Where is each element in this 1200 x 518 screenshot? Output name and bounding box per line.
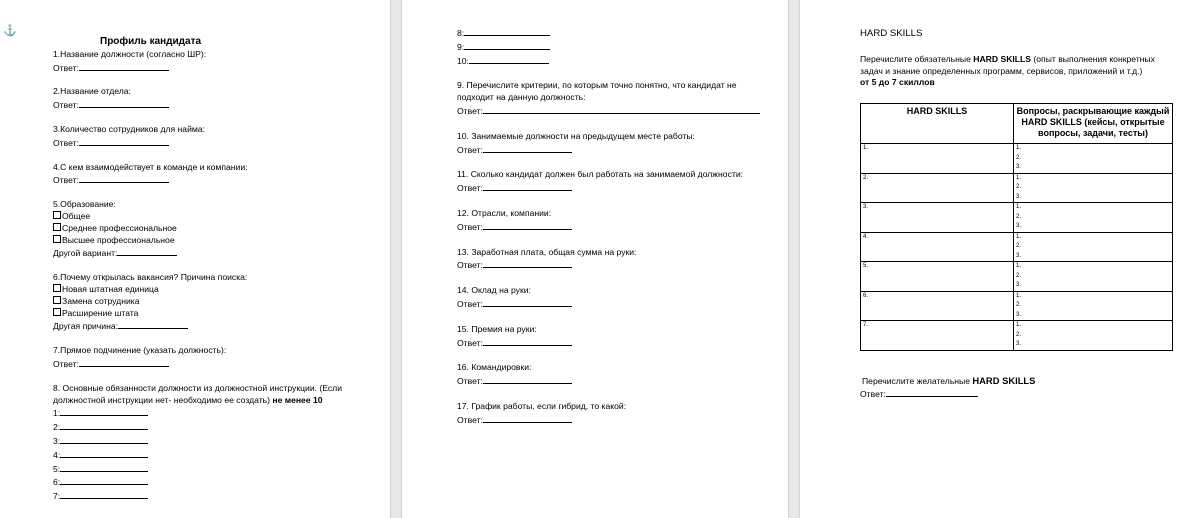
table-header-questions: Вопросы, раскрывающие каждый HARD SKILLS (кейсы, открытые вопросы, задачи, тесты)	[1014, 104, 1173, 144]
questions-cell[interactable]: 1. 2. 3.	[1014, 173, 1173, 203]
question-9: 9. Перечислите критерии, по которым точно понятно, что кандидат не	[457, 80, 737, 91]
questions-cell[interactable]: 1. 2. 3.	[1014, 203, 1173, 233]
hard-skills-intro-cont: задач и знание определенных программ, сервисов, приложений и т.д.)	[860, 65, 1143, 76]
duty-line[interactable]: 5:	[53, 462, 380, 476]
question-11: 11. Сколько кандидат должен был работать на занимаемой должности:	[457, 169, 744, 180]
skill-cell[interactable]: 1.	[861, 144, 1014, 174]
skill-cell[interactable]: 7.	[861, 321, 1014, 351]
checkbox-icon	[53, 223, 61, 231]
table-row[interactable]	[861, 173, 1173, 203]
document-page-3	[800, 0, 1200, 518]
checkbox-icon	[53, 211, 61, 219]
question-9-cont: подходит на данную должность:	[457, 92, 586, 103]
table-row[interactable]	[861, 262, 1173, 292]
answer-line[interactable]: Ответ:	[457, 336, 778, 350]
hard-skills-count: от 5 до 7 скиллов	[860, 77, 935, 88]
answer-line[interactable]: Ответ:	[53, 357, 380, 371]
questions-cell[interactable]: 1. 2. 3.	[1014, 262, 1173, 292]
answer-line[interactable]: Ответ:	[53, 98, 380, 112]
checkbox-icon	[53, 308, 61, 316]
checkbox-icon	[53, 296, 61, 304]
question-8: 8. Основные обязанности должности из должностной инструкции. (Если	[53, 382, 343, 393]
checkbox-option[interactable]: Новая штатная единица	[53, 284, 380, 296]
page-1-content	[53, 36, 380, 503]
answer-line[interactable]: Ответ:	[457, 104, 778, 118]
other-reason-line[interactable]: Другая причина:	[53, 319, 380, 333]
question-4: 4.С кем взаимодействует в команде и компании:	[53, 161, 248, 172]
duty-line[interactable]: 7:	[53, 489, 380, 503]
hard-skills-table	[860, 103, 1173, 351]
checkbox-option[interactable]: Расширение штата	[53, 308, 380, 320]
other-option-line[interactable]: Другой вариант:	[53, 246, 380, 260]
duty-line[interactable]: 8:	[457, 26, 778, 40]
table-row[interactable]	[861, 232, 1173, 262]
page-3-content	[860, 28, 1184, 401]
checkbox-icon	[53, 284, 61, 292]
document-page-1	[0, 0, 390, 518]
hard-skills-intro: Перечислите обязательные HARD SKILLS (опыт выполнения конкретных	[860, 53, 1155, 64]
skill-cell[interactable]: 4.	[861, 232, 1014, 262]
answer-line[interactable]: Ответ:	[53, 136, 380, 150]
page-title: Профиль кандидата	[100, 36, 202, 47]
checkbox-option[interactable]: Высшее профессиональное	[53, 235, 380, 247]
questions-cell[interactable]: 1. 2. 3.	[1014, 291, 1173, 321]
answer-line[interactable]: Ответ:	[53, 61, 380, 75]
answer-line[interactable]: Ответ:	[457, 374, 778, 388]
question-16: 16. Командировки:	[457, 362, 532, 373]
duty-line[interactable]: 10:	[457, 54, 778, 68]
duty-line[interactable]: 4:	[53, 448, 380, 462]
question-5: 5.Образование:	[53, 199, 116, 210]
question-7: 7.Прямое подчинение (указать должность):	[53, 345, 227, 356]
question-6: 6.Почему открылась вакансия? Причина поиска:	[53, 272, 248, 283]
desired-hard-skills: Перечислите желательные HARD SKILLS	[862, 374, 1036, 386]
skill-cell[interactable]: 2.	[861, 173, 1014, 203]
answer-line[interactable]: Ответ:	[457, 297, 778, 311]
checkbox-icon	[53, 235, 61, 243]
checkbox-option[interactable]: Среднее профессиональное	[53, 223, 380, 235]
duty-line[interactable]: 9:	[457, 40, 778, 54]
answer-line[interactable]: Ответ:	[457, 258, 778, 272]
answer-line[interactable]: Ответ:	[457, 181, 778, 195]
questions-cell[interactable]: 1. 2. 3.	[1014, 232, 1173, 262]
question-14: 14. Оклад на руки:	[457, 285, 531, 296]
question-12: 12. Отрасли, компании:	[457, 207, 552, 218]
skill-cell[interactable]: 5.	[861, 262, 1014, 292]
answer-line[interactable]: Ответ:	[457, 143, 778, 157]
duty-line[interactable]: 2:	[53, 420, 380, 434]
table-row[interactable]	[861, 144, 1173, 174]
table-header-skills: HARD SKILLS	[861, 104, 1014, 144]
duty-line[interactable]: 6:	[53, 475, 380, 489]
document-page-2	[402, 0, 788, 518]
question-10: 10. Занимаемые должности на предыдущем месте работы:	[457, 130, 695, 141]
duty-line[interactable]: 1:	[53, 406, 380, 420]
table-row[interactable]	[861, 321, 1173, 351]
questions-cell[interactable]: 1. 2. 3.	[1014, 321, 1173, 351]
anchor-icon: ⚓	[3, 25, 17, 37]
checkbox-option[interactable]: Общее	[53, 211, 380, 223]
question-15: 15. Премия на руки:	[457, 323, 537, 334]
skill-cell[interactable]: 3.	[861, 203, 1014, 233]
answer-line[interactable]: Ответ:	[457, 413, 778, 427]
skill-cell[interactable]: 6.	[861, 291, 1014, 321]
checkbox-option[interactable]: Замена сотрудника	[53, 296, 380, 308]
question-8-cont: должностной инструкции нет- необходимо ее создать) не менее 10	[53, 394, 323, 405]
table-row[interactable]	[861, 203, 1173, 233]
page-2-content	[457, 26, 778, 427]
questions-cell[interactable]: 1. 2. 3.	[1014, 144, 1173, 174]
answer-line[interactable]: Ответ:	[860, 387, 1184, 401]
question-2: 2.Название отдела:	[53, 86, 131, 97]
question-17: 17. График работы, если гибрид, то какой:	[457, 400, 627, 411]
question-1: 1.Название должности (согласно ШР):	[53, 48, 207, 59]
question-13: 13. Заработная плата, общая сумма на руки:	[457, 246, 637, 257]
duty-line[interactable]: 3:	[53, 434, 380, 448]
table-row[interactable]	[861, 291, 1173, 321]
section-title: HARD SKILLS	[860, 28, 923, 39]
answer-line[interactable]: Ответ:	[457, 220, 778, 234]
question-3: 3.Количество сотрудников для найма:	[53, 123, 205, 134]
answer-line[interactable]: Ответ:	[53, 173, 380, 187]
